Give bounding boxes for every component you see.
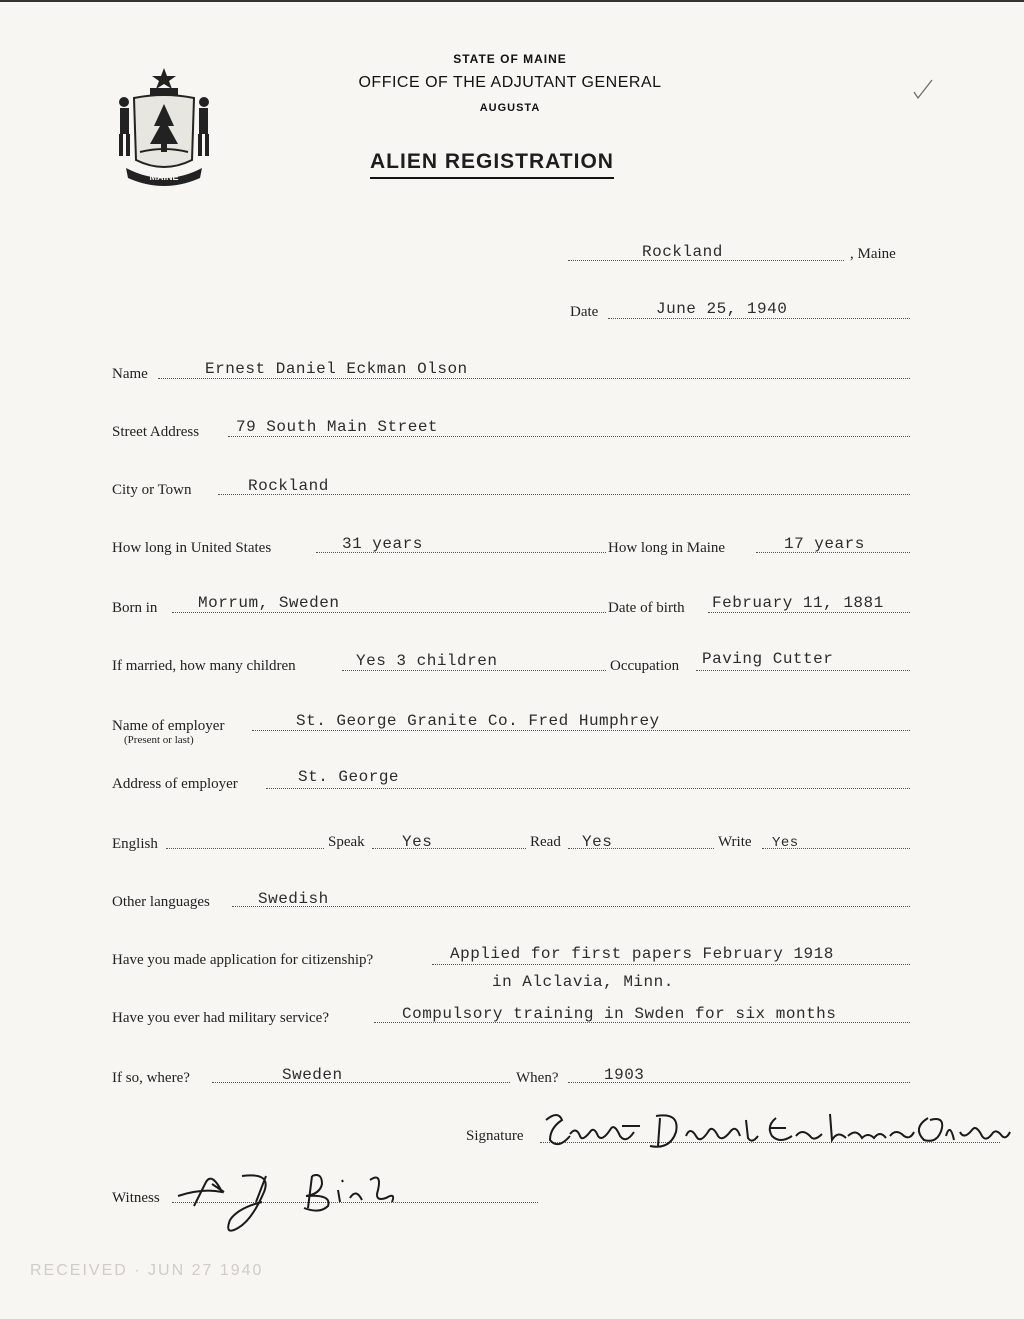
occupation-line: [696, 670, 910, 671]
header-office: OFFICE OF THE ADJUTANT GENERAL: [358, 74, 662, 91]
employer-line: [252, 730, 910, 731]
employer-label: Name of employer: [112, 718, 225, 734]
where-label: If so, where?: [112, 1070, 190, 1086]
children-value: Yes 3 children: [356, 652, 498, 670]
received-stamp: RECEIVED · JUN 27 1940: [30, 1262, 264, 1279]
date-value: June 25, 1940: [656, 300, 788, 318]
other-languages-line: [232, 906, 910, 907]
check-mark-icon: [912, 78, 934, 100]
where-line: [212, 1082, 510, 1083]
employer-address-label: Address of employer: [112, 776, 238, 792]
birth-date-label: Date of birth: [608, 600, 685, 616]
name-label: Name: [112, 366, 148, 382]
other-languages-label: Other languages: [112, 894, 210, 910]
citizenship-line: [432, 964, 910, 965]
header-city: AUGUSTA: [479, 102, 541, 114]
name-value: Ernest Daniel Eckman Olson: [205, 360, 468, 378]
header-state: STATE OF MAINE: [453, 52, 567, 66]
occupation-value: Paving Cutter: [702, 650, 834, 668]
employer-value: St. George Granite Co. Fred Humphrey: [296, 712, 660, 730]
employer-address-value: St. George: [298, 768, 400, 786]
witness-signature-handwriting: [172, 1162, 412, 1238]
us-duration-value: 31 years: [342, 535, 423, 553]
other-languages-value: Swedish: [258, 890, 329, 908]
children-line: [342, 670, 606, 671]
form-title: ALIEN REGISTRATION: [370, 150, 614, 179]
birth-date-line: [708, 612, 910, 613]
maine-duration-value: 17 years: [784, 535, 865, 553]
date-line: [608, 318, 910, 319]
witness-label: Witness: [112, 1190, 160, 1206]
born-in-label: Born in: [112, 600, 158, 616]
when-value: 1903: [604, 1066, 645, 1084]
where-value: Sweden: [282, 1066, 343, 1084]
employer-sublabel: (Present or last): [124, 734, 194, 746]
born-in-line: [172, 612, 606, 613]
signature-handwriting: [540, 1106, 1016, 1156]
english-label: English: [112, 836, 158, 852]
occupation-label: Occupation: [610, 658, 680, 674]
street-label: Street Address: [112, 424, 200, 440]
maine-state-seal: [110, 64, 218, 190]
write-value: Yes: [772, 835, 799, 851]
street-value: 79 South Main Street: [236, 418, 439, 436]
write-label: Write: [718, 834, 752, 850]
born-in-value: Morrum, Sweden: [198, 594, 340, 612]
street-line: [228, 436, 910, 437]
speak-label: Speak: [328, 834, 365, 850]
birth-date-value: February 11, 1881: [712, 594, 884, 612]
employer-address-line: [266, 788, 910, 789]
read-label: Read: [530, 834, 561, 850]
citizenship-label: Have you made application for citizenship?: [112, 952, 374, 968]
city-value: Rockland: [248, 477, 329, 495]
citizenship-value-line2: in Alclavia, Minn.: [492, 973, 674, 991]
english-line: [166, 848, 324, 849]
children-label: If married, how many children: [112, 658, 296, 674]
signature-label: Signature: [466, 1128, 524, 1144]
name-line: [158, 378, 910, 379]
read-value: Yes: [582, 833, 613, 851]
speak-line: [372, 848, 526, 849]
place-state-label: , Maine: [850, 246, 896, 262]
us-duration-label: How long in United States: [112, 540, 272, 556]
speak-value: Yes: [402, 833, 433, 851]
date-label: Date: [570, 304, 599, 320]
city-label: City or Town: [112, 482, 192, 498]
military-label: Have you ever had military service?: [112, 1010, 329, 1026]
place-town-value: Rockland: [642, 243, 723, 261]
maine-duration-label: How long in Maine: [608, 540, 726, 556]
when-label: When?: [516, 1070, 559, 1086]
citizenship-value: Applied for first papers February 1918: [450, 945, 834, 963]
svg-text:MAINE: MAINE: [149, 172, 179, 182]
military-value: Compulsory training in Swden for six months: [402, 1005, 837, 1023]
